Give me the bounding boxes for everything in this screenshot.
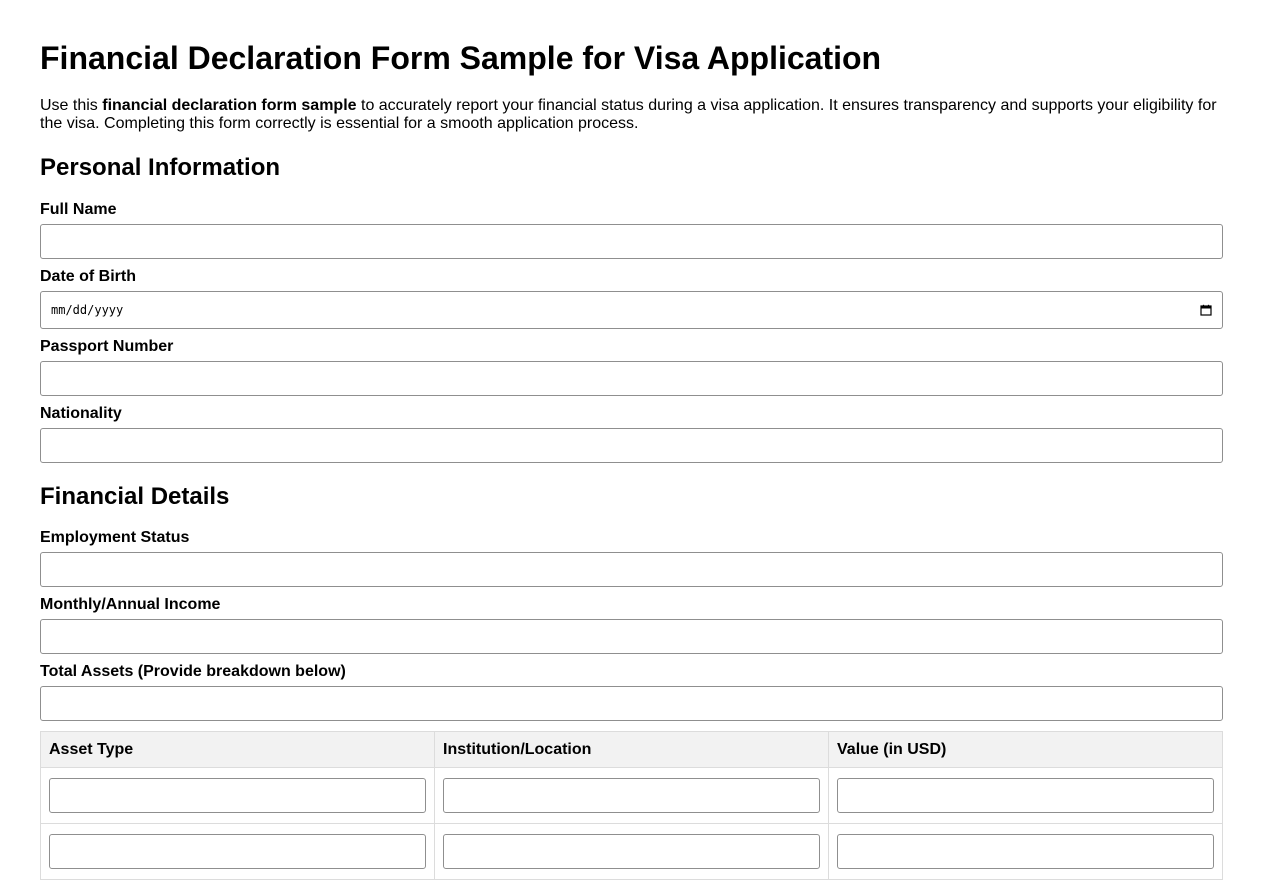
passport-number-input[interactable] [40,361,1223,396]
institution-input[interactable] [443,778,820,813]
nationality-input[interactable] [40,428,1223,463]
column-header-value: Value (in USD) [829,732,1223,768]
value-input[interactable] [837,778,1214,813]
table-cell [435,768,829,824]
employment-status-label: Employment Status [40,529,190,546]
intro-paragraph [40,97,1223,133]
table-row [41,824,1223,880]
table-cell [41,768,435,824]
section-heading-financial: Financial Details [40,483,230,510]
income-input[interactable] [40,619,1223,654]
intro-text-before: Use this [40,97,103,114]
asset-type-input[interactable] [49,778,426,813]
column-header-asset-type: Asset Type [41,732,435,768]
table-cell [829,824,1223,880]
full-name-input[interactable] [40,224,1223,259]
total-assets-input[interactable] [40,686,1223,721]
date-of-birth-label: Date of Birth [40,268,136,285]
calendar-icon[interactable] [1200,304,1212,316]
date-of-birth-placeholder: mm/dd/yyyy [51,303,124,317]
assets-table-header-row [41,732,1223,768]
intro-text-after: to accurately report your financial status during a visa application. It ensures transparency and supports your eligibility for the visa. Completing this form correctly is essential for a smooth application process. [40,97,1217,132]
intro-text-bold: financial declaration form sample [102,97,357,114]
value-input[interactable] [837,834,1214,869]
full-name-label: Full Name [40,201,117,218]
table-cell [829,768,1223,824]
income-label: Monthly/Annual Income [40,596,221,613]
column-header-institution: Institution/Location [435,732,829,768]
institution-input[interactable] [443,834,820,869]
assets-table [40,731,1223,880]
asset-type-input[interactable] [49,834,426,869]
date-of-birth-input[interactable] [40,291,1223,329]
section-heading-personal: Personal Information [40,154,281,181]
page-title: Financial Declaration Form Sample for Visa Application [40,40,882,76]
table-row [41,768,1223,824]
table-cell [435,824,829,880]
nationality-label: Nationality [40,405,122,422]
total-assets-label: Total Assets (Provide breakdown below) [40,663,346,680]
employment-status-input[interactable] [40,552,1223,587]
table-cell [41,824,435,880]
passport-number-label: Passport Number [40,338,174,355]
